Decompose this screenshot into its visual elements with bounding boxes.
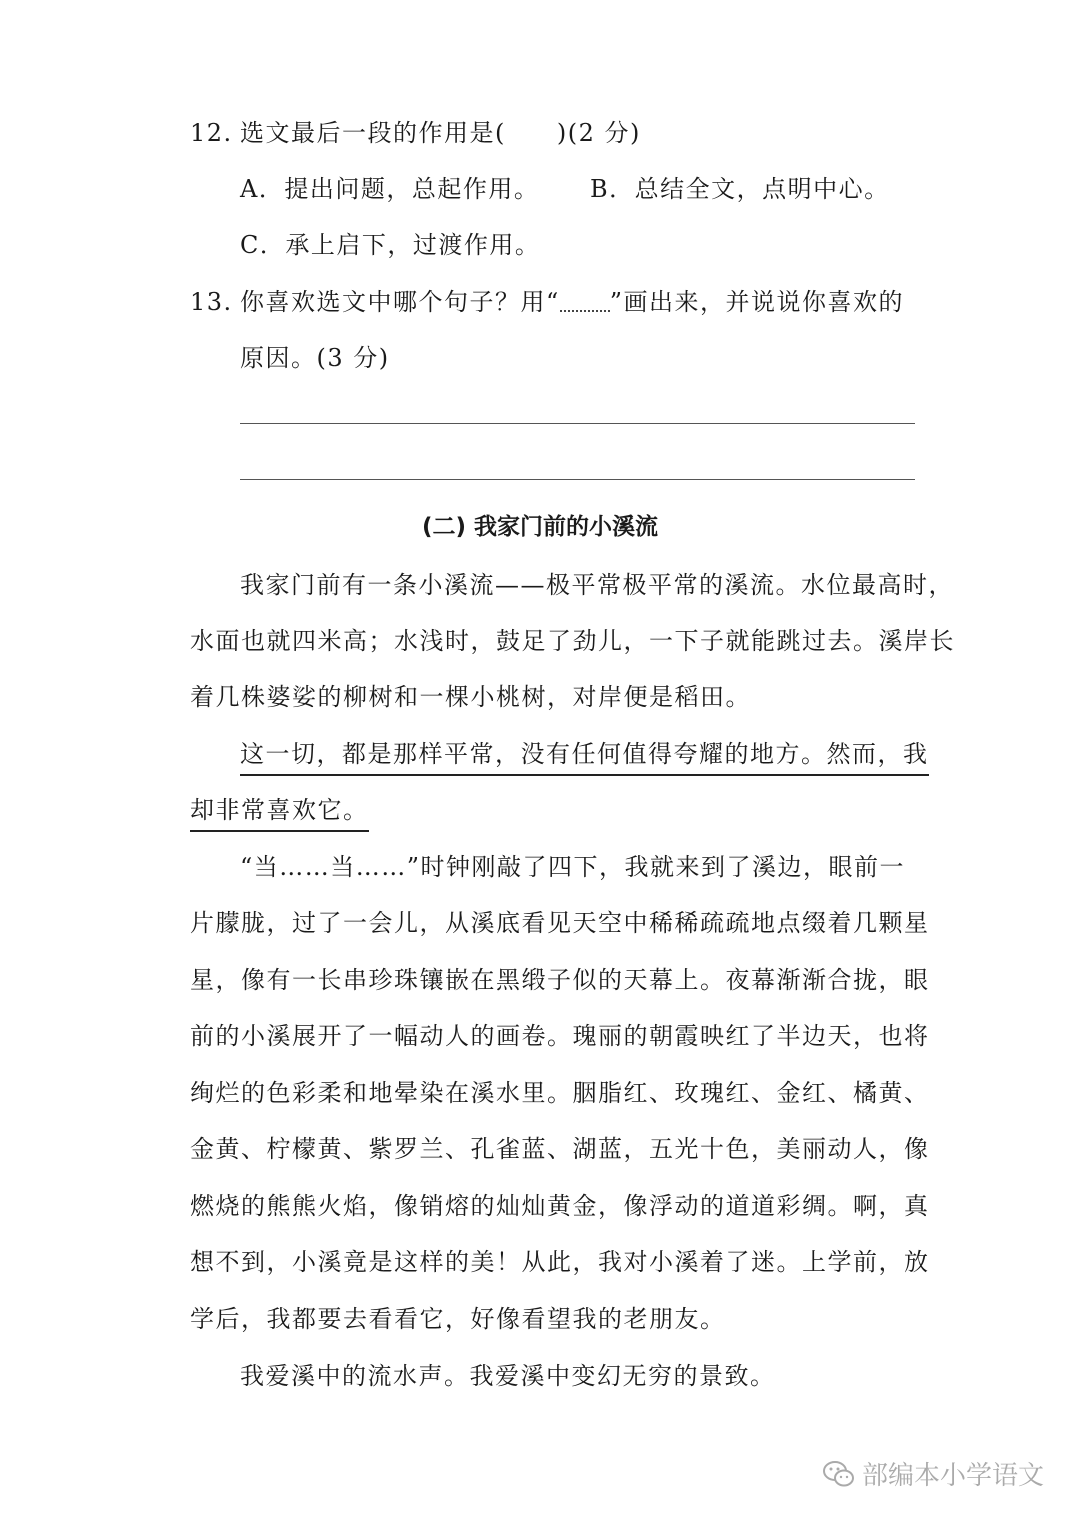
passage-line-underlined — [190, 790, 369, 825]
passage-line: 前的小溪展开了一幅动人的画卷。瑰丽的朝霞映红了半边天，也将 — [190, 1022, 930, 1050]
underlined-sentence-part1: 这一切，都是那样平常，没有任何值得夸耀的地方。然而，我 — [240, 740, 929, 776]
passage-line: 片朦胧，过了一会儿，从溪底看见天空中稀稀疏疏地点缀着几颗星 — [190, 909, 930, 937]
answer-line-2[interactable] — [240, 479, 915, 480]
passage-line: 燃烧的熊熊火焰，像销熔的灿灿黄金，像浮动的道道彩绸。啊，真 — [190, 1192, 930, 1220]
q12-option-b: B．总结全文，点明中心。 — [590, 175, 890, 203]
q13-text-after: ”画出来，并说说你喜欢的 — [609, 288, 905, 316]
q13-stem-line2: 原因。(3 分) — [240, 344, 390, 372]
passage-line: “当……当……”时钟刚敲了四下，我就来到了溪边，眼前一 — [240, 853, 906, 881]
q12-number: 12. — [190, 119, 233, 147]
passage-line-underlined — [240, 734, 929, 769]
passage-line: 学后，我都要去看看它，好像看望我的老朋友。 — [190, 1305, 726, 1333]
q13-text-before: 你喜欢选文中哪个句子？用“ — [240, 288, 560, 316]
passage-title: (二) 我家门前的小溪流 — [421, 514, 659, 540]
underlined-sentence-part2: 却非常喜欢它。 — [190, 796, 369, 832]
answer-line-1[interactable] — [240, 423, 915, 424]
passage-line: 想不到，小溪竟是这样的美！从此，我对小溪着了迷。上学前，放 — [190, 1248, 930, 1276]
passage-line: 水面也就四米高；水浅时，鼓足了劲儿，一下子就能跳过去。溪岸长 — [190, 627, 955, 655]
passage-line: 着几株婆娑的柳树和一棵小桃树，对岸便是稻田。 — [190, 683, 751, 711]
passage-line: 星，像有一长串珍珠镶嵌在黑缎子似的天幕上。夜幕渐渐合拢，眼 — [190, 966, 930, 994]
q13-number: 13. — [190, 288, 233, 316]
q12-text: 选文最后一段的作用是( )(2 分) — [240, 119, 641, 147]
q12-option-a: A．提出问题，总起作用。 — [240, 175, 540, 203]
watermark-text: 部编本小学语文 — [861, 1461, 1044, 1491]
passage-line: 绚烂的色彩柔和地晕染在溪水里。胭脂红、玫瑰红、金红、橘黄、 — [190, 1079, 930, 1107]
q12-stem — [190, 113, 641, 148]
q13-stem — [190, 282, 904, 317]
passage-line: 我爱溪中的流水声。我爱溪中变幻无穷的景致。 — [240, 1362, 776, 1390]
watermark — [822, 1455, 1044, 1492]
passage-line: 我家门前有一条小溪流——极平常极平常的溪流。水位最高时， — [240, 571, 954, 599]
wechat-icon — [822, 1459, 856, 1489]
passage-line: 金黄、柠檬黄、紫罗兰、孔雀蓝、湖蓝，五光十色，美丽动人，像 — [190, 1135, 930, 1163]
q12-option-c: C．承上启下，过渡作用。 — [240, 231, 541, 259]
wavy-underline-sample — [560, 296, 610, 312]
